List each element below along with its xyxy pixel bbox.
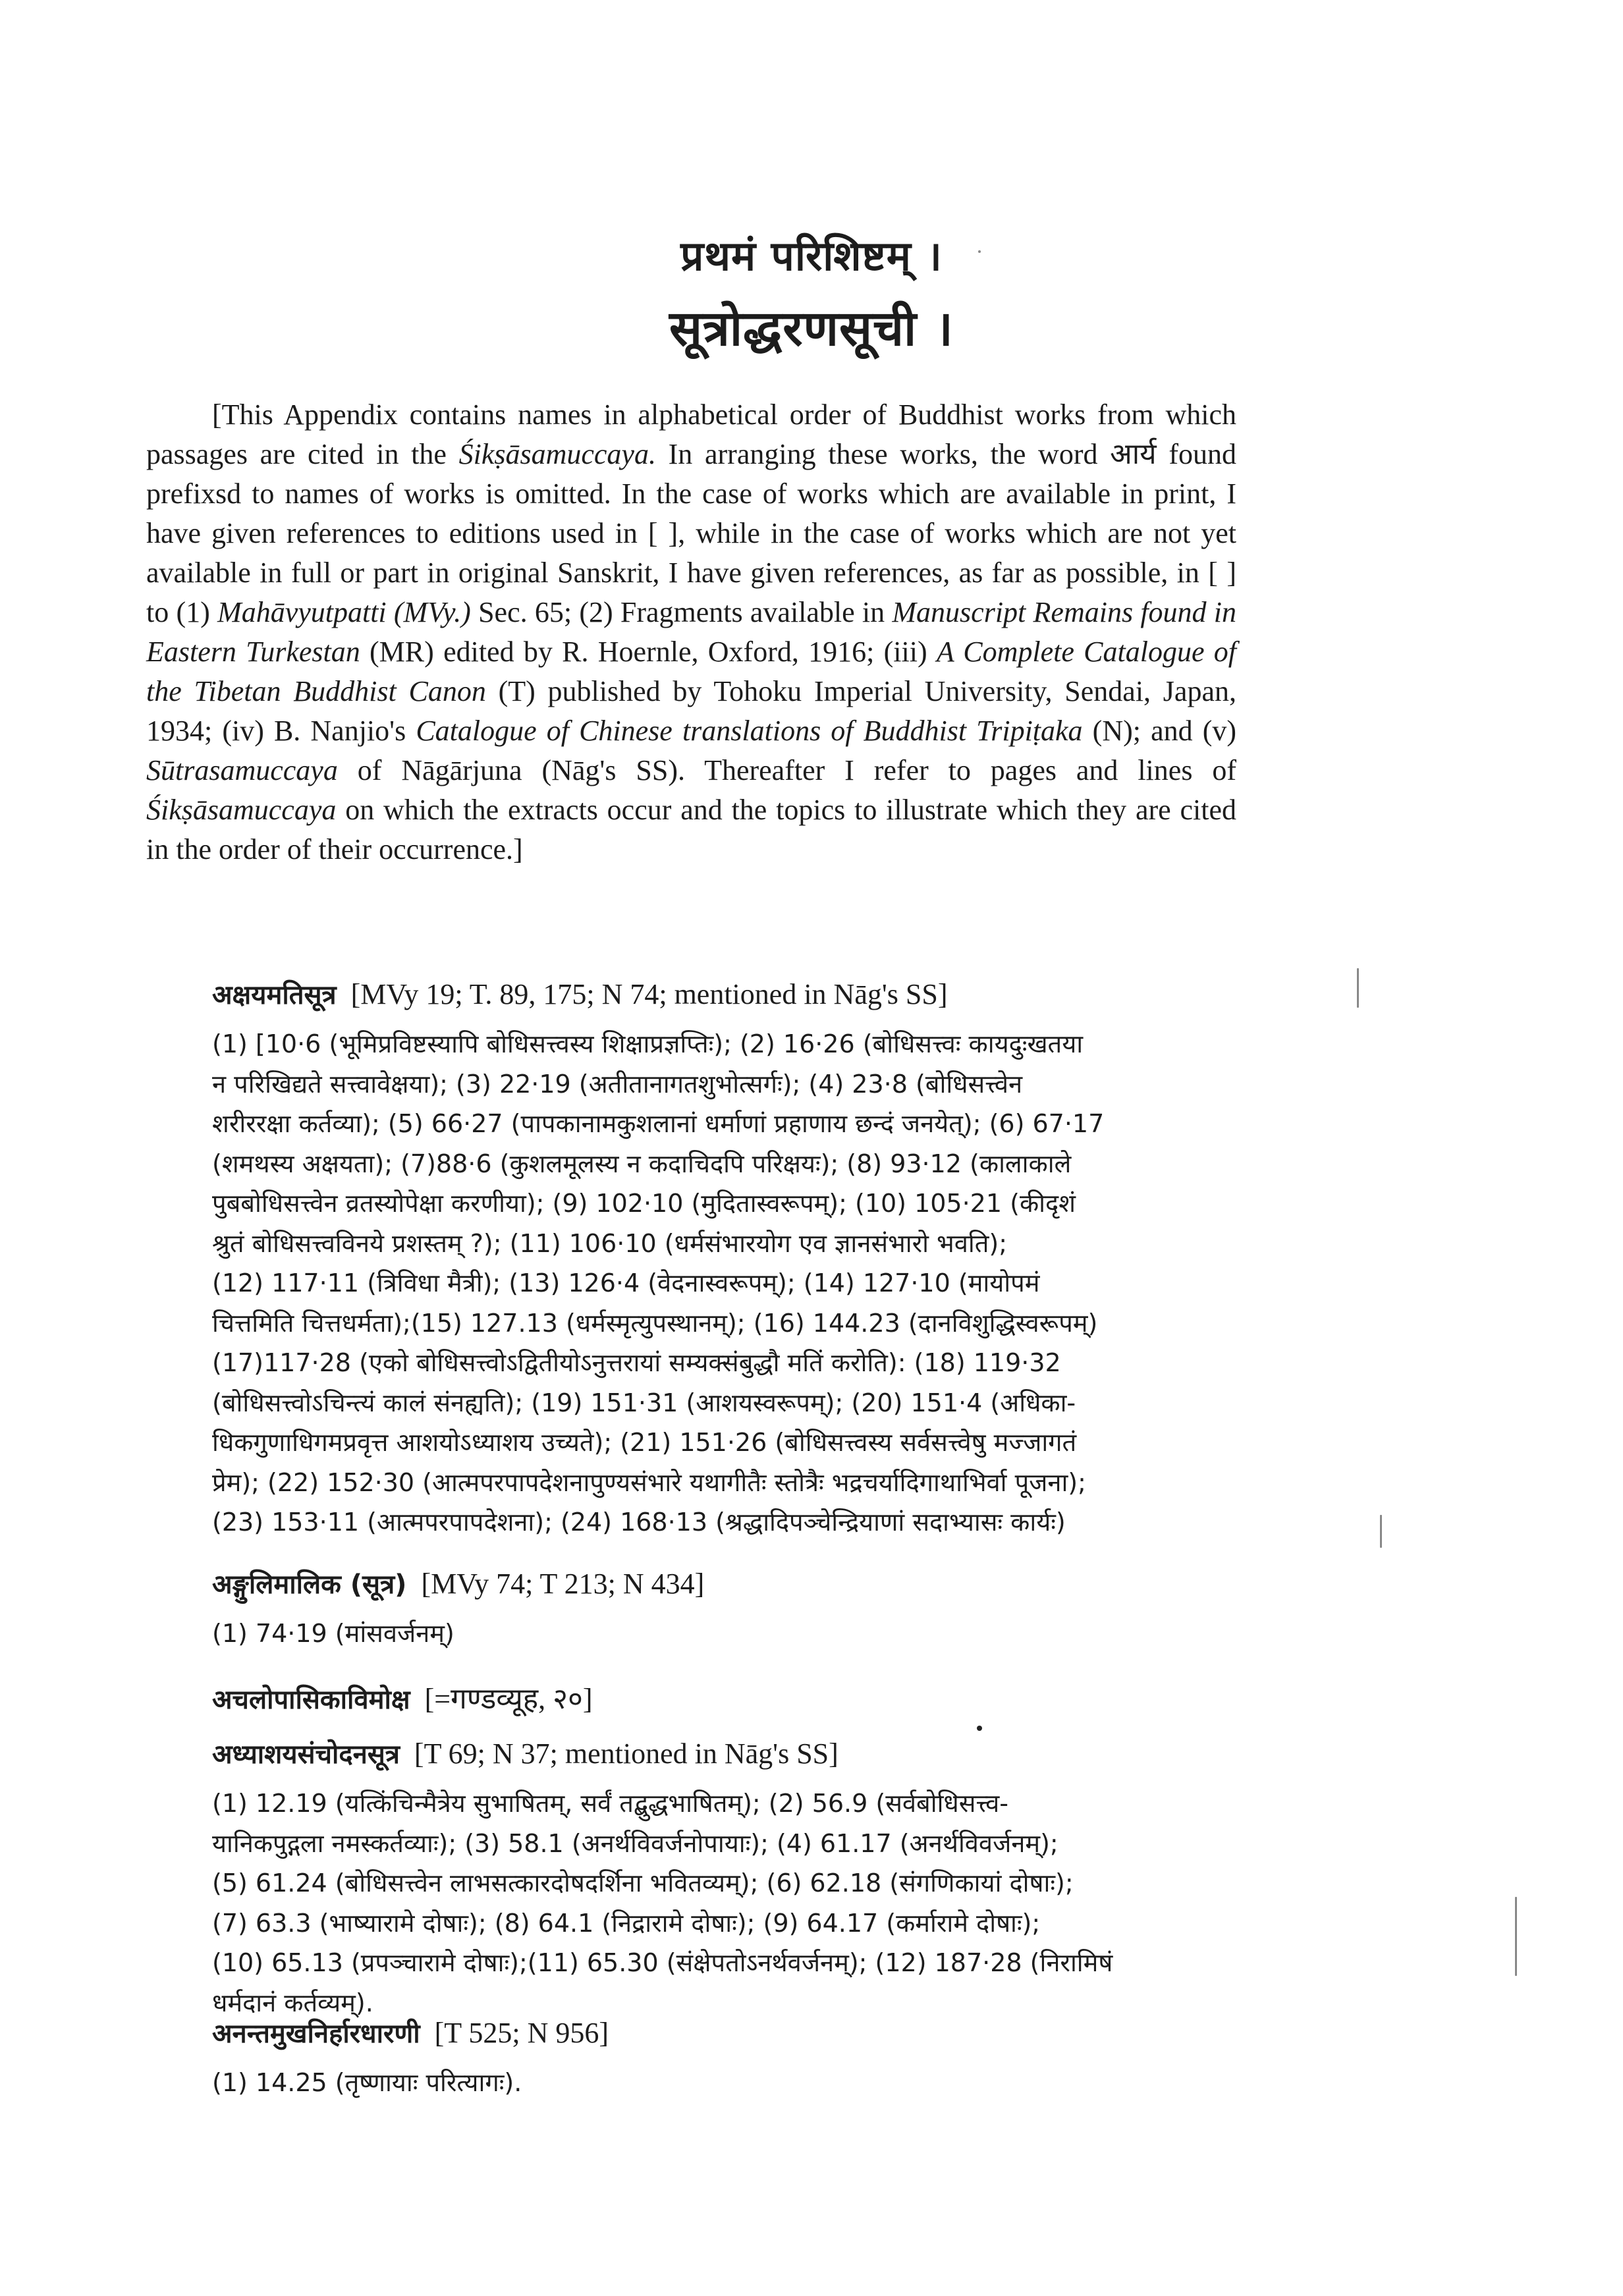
intro-paragraph: [This Appendix contains names in alphabetical order of Buddhist works from which passages are cited in the Śikṣāsamuccaya. In arranging these works, the word आर्य found prefixsd to names of works is omitted. In the case of works which are available in print, I have given references to editions used in [ ], while in the case of works which are not yet available in full or part in original Sanskrit, I have given references, as far as possible, in [ ] to (1) Mahāvyutpatti (MVy.) Sec. 65; (2) Fragments available in Manuscript Remains found in Eastern Turkestan (MR) edited by R. Hoernle, Oxford, 1916; (iii) A Complete Catalogue of the Tibetan Buddhist Canon (T) published by Tohoku Imperial University, Sendai, Japan, 1934; (iv) B. Nanjio's Catalogue of Chinese translations of Buddhist Tripiṭaka (N); and (v) Sūtrasamuccaya of Nāgārjuna (Nāg's SS). Thereafter I refer to pages and lines of Śikṣāsamuccaya on which the extracts occur and the topics to illustrate which they are cited in the order of their occurrence.] xyxy=(146,398,1237,865)
entry-heading xyxy=(212,2013,1236,2054)
citation-line: (23) 153·11 (आत्मपरपापदेशना); (24) 168·13 (श्रद्धादिपञ्चेन्द्रियाणां सदाभ्यासः कार्यः) xyxy=(212,1508,1066,1537)
entry-heading xyxy=(212,975,1236,1015)
entry-name: अक्षयमतिसूत्र xyxy=(212,980,337,1010)
citation-line: (1) 74·19 (मांसवर्जनम्) xyxy=(212,1619,454,1648)
citation-line: (17)117·28 (एको बोधिसत्त्वोऽद्वितीयोऽनुत्तरायां सम्यक्संबुद्धौ मतिं करोति): (18) 119·32 xyxy=(212,1348,1061,1377)
citation-line: प्रेम); (22) 152·30 (आत्मपरपापदेशनापुण्यसंभारे यथागीतैः स्तोत्रैः भद्रचर्यादिगाथाभिर्वा पूजना); xyxy=(212,1467,1086,1497)
entry-heading xyxy=(212,1734,1236,1774)
appendix-title: प्रथमं परिशिष्टम् । xyxy=(680,232,943,280)
citation-line: पुबबोधिसत्त्वेन व्रतस्योपेक्षा करणीया); (9) 102·10 (मुदितास्वरूपम्); (10) 105·21 (कीदृशं xyxy=(212,1189,1076,1218)
citation-line: धर्मदानं कर्तव्यम्). xyxy=(212,1988,373,2017)
entry-citations xyxy=(146,2063,1236,2103)
citation-line: चित्तमिति चित्तधर्मता);(15) 127.13 (धर्मस्मृत्युपस्थानम्); (16) 144.23 (दानविशुद्धिस्वरूपम्) xyxy=(212,1308,1098,1338)
entry-reference: [MVy 74; T 213; N 434] xyxy=(421,1568,705,1600)
scan-speck xyxy=(978,250,981,253)
entry-citations xyxy=(146,1024,1236,1543)
citation-line: (1) 14.25 (तृष्णायाः परित्यागः). xyxy=(212,2068,522,2097)
entry-reference: [T 525; N 956] xyxy=(434,2017,609,2049)
scan-speck xyxy=(1357,968,1359,1008)
appendix-subtitle: सूत्रोद्धरणसूची । xyxy=(669,300,954,357)
entry-name: अध्याशयसंचोदनसूत्र xyxy=(212,1739,400,1770)
entry-reference: [T 69; N 37; mentioned in Nāg's SS] xyxy=(414,1737,839,1770)
scan-speck xyxy=(1380,1515,1382,1548)
citation-line: (12) 117·11 (त्रिविधा मैत्री); (13) 126·4 (वेदनास्वरूपम्); (14) 127·10 (मायोपमं xyxy=(212,1269,1040,1298)
entry-reference: [MVy 19; T. 89, 175; N 74; mentioned in Nāg's SS] xyxy=(350,978,948,1010)
citation-line: यानिकपुद्गला नमस्कर्तव्याः); (3) 58.1 (अनर्थविवर्जनोपायाः); (4) 61.17 (अनर्थविवर्जनम्); xyxy=(212,1828,1059,1858)
citation-line: (1) 12.19 (यत्किंचिन्मैत्रेय सुभाषितम्, सर्वं तद्बुद्धभाषितम्); (2) 56.9 (सर्वबोधिसत्त्व- xyxy=(212,1789,1008,1818)
citation-line: (7) 63.3 (भाष्यारामे दोषाः); (8) 64.1 (निद्रारामे दोषाः); (9) 64.17 (कर्मारामे दोषाः); xyxy=(212,1908,1041,1938)
citation-line: शरीररक्षा कर्तव्या); (5) 66·27 (पापकानामकुशलानां धर्माणां प्रहाणाय छन्दं जनयेत्); (6) 67·17 xyxy=(212,1109,1105,1138)
citation-line: (10) 65.13 (प्रपञ्चारामे दोषाः);(11) 65.30 (संक्षेपतोऽनर्थवर्जनम्); (12) 187·28 (निरामिषं xyxy=(212,1948,1113,1977)
citation-line: (शमथस्य अक्षयता); (7)88·6 (कुशलमूलस्य न कदाचिदपि परिक्षयः); (8) 93·12 (कालाकाले xyxy=(212,1149,1072,1178)
citation-line: (बोधिसत्त्वोऽचिन्त्यं कालं संनह्यति); (19) 151·31 (आशयस्वरूपम्); (20) 151·4 (अधिका- xyxy=(212,1388,1076,1417)
scan-speck xyxy=(1515,1897,1517,1976)
entry-citations xyxy=(146,1614,1236,1654)
citation-line: श्रुतं बोधिसत्त्वविनये प्रशस्तम् ?); (11) 106·10 (धर्मसंभारयोग एव ज्ञानसंभारो भवति); xyxy=(212,1228,1008,1258)
entry-heading xyxy=(212,1564,1236,1604)
scan-speck xyxy=(977,1726,982,1731)
citation-line: (5) 61.24 (बोधिसत्त्वेन लाभसत्कारदोषदर्शिना भवितव्यम्); (6) 62.18 (संगणिकायां दोषाः); xyxy=(212,1869,1074,1898)
citation-line: न परिखिद्यते सत्त्वावेक्षया); (3) 22·19 (अतीतानागतशुभोत्सर्गः); (4) 23·8 (बोधिसत्त्वेन xyxy=(212,1069,1023,1099)
entry-name: अनन्तमुखनिर्हारधारणी xyxy=(212,2019,420,2049)
entry-heading xyxy=(212,1680,1236,1720)
citation-line: धिकगुणाधिगमप्रवृत्त आशयोऽध्याशय उच्यते); (21) 151·26 (बोधिसत्त्वस्य सर्वसत्त्वेषु मज्जागतं xyxy=(212,1428,1077,1457)
citation-line: (1) [10·6 (भूमिप्रविष्टस्यापि बोधिसत्त्वस्य शिक्षाप्रज्ञप्तिः); (2) 16·26 (बोधिसत्त्वः कायदुःखतया xyxy=(212,1029,1084,1058)
entry-name: अचलोपासिकाविमोक्ष xyxy=(212,1685,410,1715)
entry-citations xyxy=(146,1784,1236,2023)
entry-name: अङ्गुलिमालिक (सूत्र) xyxy=(212,1570,407,1600)
entry-reference: [=गण्डव्यूह, २०] xyxy=(424,1683,593,1715)
